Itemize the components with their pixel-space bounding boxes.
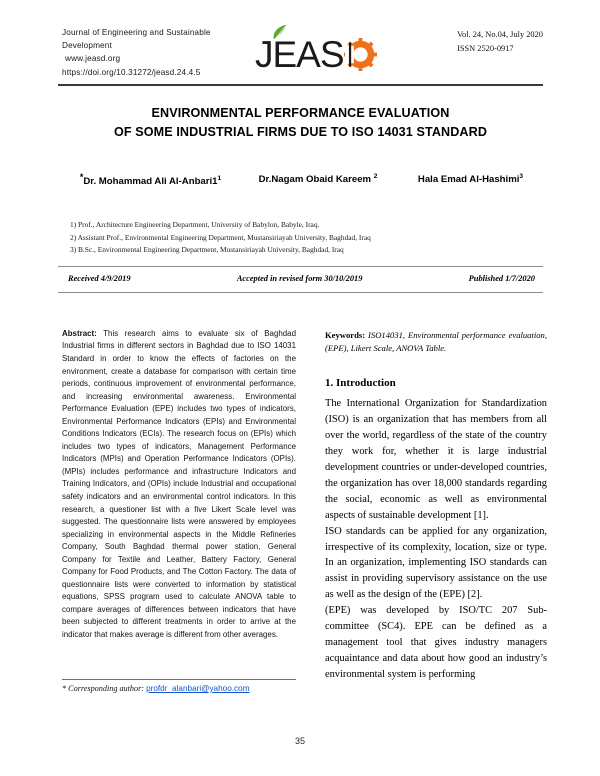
corresponding-author (62, 684, 312, 693)
accepted-date: Accepted in revised form 30/10/2019 (236, 274, 363, 283)
author-3-sup: 3 (519, 173, 524, 180)
jeasd-logo (255, 22, 385, 74)
page-number: 35 (294, 736, 305, 746)
corresponding-divider (62, 679, 296, 680)
masthead-divider (58, 84, 543, 86)
journal-title-line2: Development (62, 41, 112, 51)
abstract-label: Abstract: (62, 328, 97, 338)
author-1 (58, 170, 243, 189)
page-title (58, 104, 543, 142)
author-2-name: Dr.Nagam Obaid Kareem (258, 174, 372, 186)
affiliations (70, 219, 540, 257)
left-column (62, 320, 296, 649)
publication-dates (58, 274, 543, 283)
keywords-block (325, 329, 547, 356)
corresponding-star: * (79, 172, 84, 182)
intro-paragraph-3: (EPE) was developed by ISO/TC 207 Sub-committee (SC4). EPE can be defined as a management tool that gives industry managers acquaintance and data about how good an industry’s environmental system is performing (325, 605, 547, 680)
leaf-icon (270, 24, 289, 46)
received-date: Received 4/9/2019 (68, 274, 131, 283)
issn-info: ISSN 2520-0917 (457, 43, 514, 53)
corresponding-label: * Corresponding author: (62, 684, 145, 693)
corresponding-email-link[interactable]: profdr_alanbari@yahoo.com (146, 684, 250, 693)
volume-info: Vol. 24, No.04, July 2020 (457, 30, 543, 39)
dates-divider-top (58, 266, 543, 267)
section-heading-introduction: 1. Introduction (325, 377, 396, 390)
intro-paragraph-2: ISO standards can be applied for any organization, irrespective of its complexity, location, size or type. In an organization, implementing ISO standards can assist in providing supervisory assistance on the use as well as the design of the (EPE) [2]. (325, 525, 547, 601)
author-1-sup: 1 (217, 175, 222, 182)
logo-wordmark: JEAS (255, 34, 344, 75)
author-3 (393, 170, 548, 189)
keywords-label: Keywords: (325, 329, 366, 340)
intro-paragraph-1: The International Organization for Standardization (ISO) is an organization that has members from all over the world, regardless of the state of the country they work for, whether it is large industrial development countries or under-developed countries, the organization has over 18,000 standards regarding the social, economic as well as environmental aspects of sustainable development [1]. (325, 398, 547, 521)
author-2-sup: 2 (373, 173, 378, 180)
gear-icon (344, 38, 377, 71)
abstract-text: This research aims to evaluate six of Baghdad Industrial firms in different sectors in Baghdad due to ISO 14031 Standard in order to know the effects of factories on the environment, create a database for comparison with certain time periods, continuous improvement of environmental performance, and increasing environmental awareness. Environmental Performance Evaluation (EPE) includes two types of indicators, Environmental Performance Indicators (EPIs) and Environmental Conditions Indicators (ECIs). The research focus on (EPIs) which includes two types of indicators, Management Performance Indicators (MPIs) and Operation Performance Indicators (OPIs). (MPIs) includes performance and infrastructure Indicators and Training Indicators, and (OPIs) include Industrial and occupational safety indicators and an environmental control indicators. In this research, a questioner list with a five Likert Scale level was suggested. The questionnaire lists were answered by employees specializing in environmental aspects in the Middle Refineries Company, South Baghdad thermal power station, General Company for Textile and Leather, Battery Factory, General Company for Food Products, and The Cotton Factory. The data of questionnaire lists were converted to information by statistical equations, SPSS program used to calculate ANOVA table to compare averages of differences between indicators that have been subjected to different treatments in order to arrive at the indicator that makes average is different from other averages. (62, 328, 296, 640)
journal-doi[interactable]: https://doi.org/10.31272/jeasd.24.4.5 (62, 67, 201, 77)
journal-website[interactable]: www.jeasd.org (65, 54, 121, 64)
author-2 (243, 170, 393, 189)
abstract-block (62, 328, 296, 642)
author-3-name: Hala Emad Al-Hashimi (417, 174, 520, 186)
issue-info (457, 28, 543, 55)
published-date: Published 1/7/2020 (468, 274, 535, 283)
affiliation-2: 2) Assistant Prof., Environmental Engineering Department, Mustansiriayah University, Baghdad, Iraq (70, 232, 371, 242)
dates-divider-bottom (58, 292, 543, 293)
keywords-text: ISO14031, Environmental performance evaluation, (EPE), Likert Scale, ANOVA Table. (325, 329, 547, 353)
journal-title-line1: Journal of Engineering and Sustainable (62, 28, 211, 37)
author-list (58, 170, 548, 189)
right-column (325, 320, 547, 683)
journal-info (62, 26, 211, 79)
affiliation-3: 3) B.Sc., Environmental Engineering Department, Mustansiriayah University, Baghdad, Iraq (70, 245, 344, 255)
title-line-1: ENVIRONMENTAL PERFORMANCE EVALUATION (151, 106, 450, 120)
title-line-2: OF SOME INDUSTRIAL FIRMS DUE TO ISO 14031 STANDARD (113, 125, 488, 139)
affiliation-1: 1) Prof., Architecture Engineering Department, University of Babylon, Babyle, Iraq. (70, 220, 320, 229)
author-1-name: Dr. Mohammad Ali Al-Anbari1 (83, 176, 218, 188)
